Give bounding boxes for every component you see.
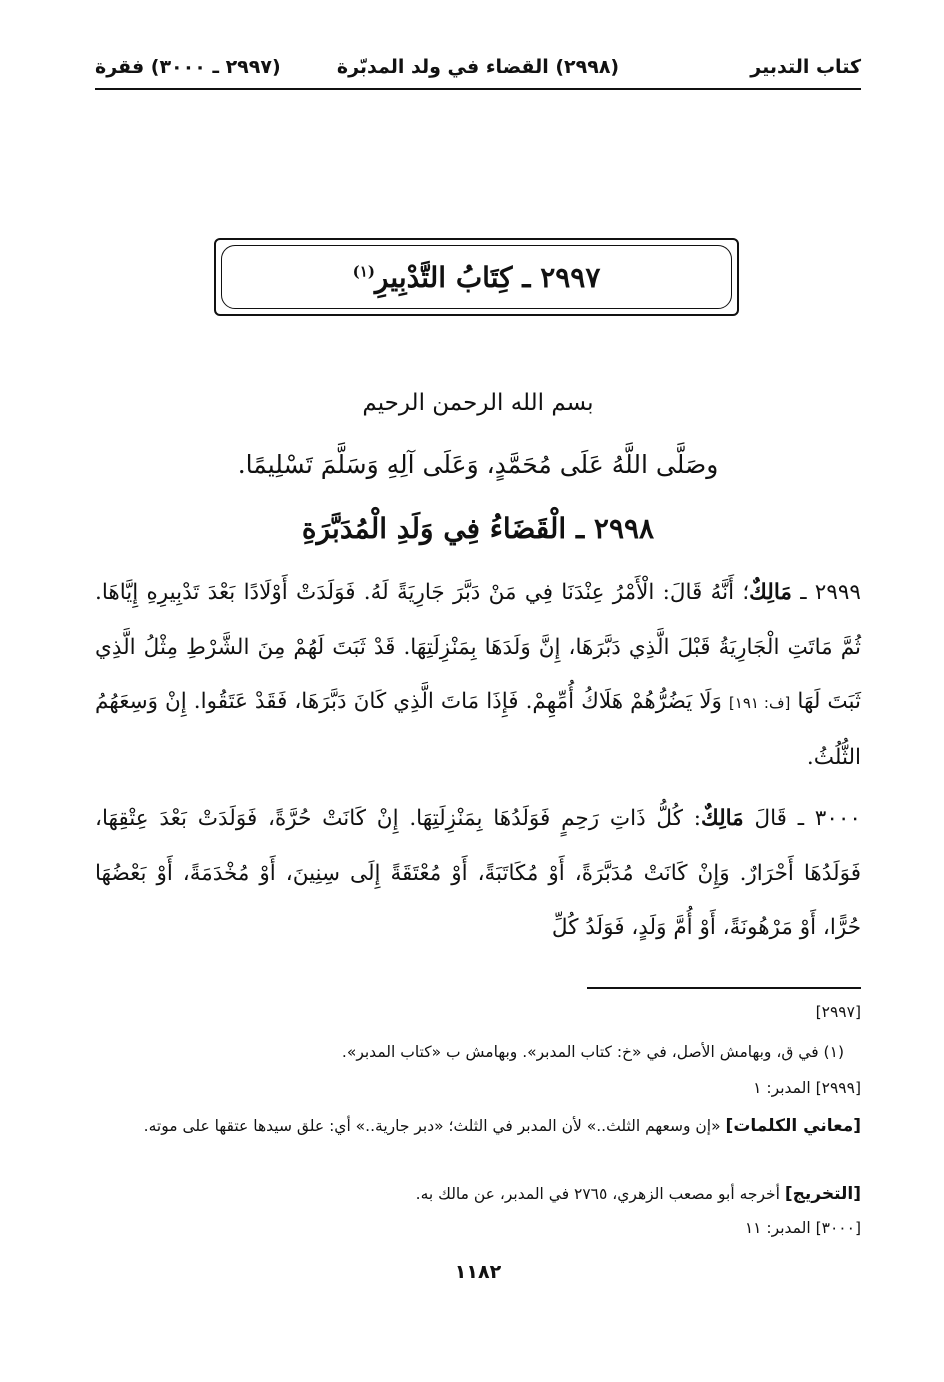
- paragraph-2999-text-a: ؛ أَنَّهُ قَالَ: الْأَمْرُ عِنْدَنَا فِي مَنْ دَبَّرَ جَارِيَةً لَهُ. فَوَلَدَتْ أَوْلَادًا بَعْدَ تَدْبِيرِهِ إِيَّاهَا. ثُمَّ مَاتَتِ الْجَارِيَةُ قَبْلَ الَّذِي دَبَّرَهَا، إِنَّ وَلَدَهَا بِمَنْزِلَتِهَا. قَدْ ثَبَتَ لَهُمْ مِنَ الشَّرْطِ مِثْلُ الَّذِي ثَبَتَ لَهَا: [95, 580, 862, 714]
- takhrij-text: أخرجه أبو مصعب الزهري، ٢٧٦٥ في المدبر، عن مالك به.: [415, 1185, 780, 1203]
- footnote-word-meanings: [95, 1110, 861, 1142]
- salutation-line: وصَلَّى اللَّهُ عَلَى مُحَمَّدٍ، وَعَلَى آلِهِ وَسَلَّمَ تَسْلِيمًا.: [237, 450, 719, 479]
- paragraph-2999-speaker: مَالِكٌ: [749, 580, 792, 605]
- footnote-separator: [587, 987, 861, 989]
- chapter-title-inner-frame: [221, 245, 732, 309]
- header-book-title: كتاب التدبير: [750, 56, 861, 78]
- takhrij-label: [التخريج]: [784, 1184, 861, 1204]
- paragraph-3000-speaker: مَالِكٌ: [700, 806, 744, 831]
- word-meanings-text: «إن وسعهم الثلث..» لأن المدبر في الثلث؛ «دبر جارية..» أي: علق سيدها عتقها على موته.: [143, 1117, 721, 1135]
- footnote-label-2999: [٢٩٩٩] المدبر: ١: [753, 1079, 861, 1097]
- footnote-takhrij: [95, 1178, 861, 1210]
- paragraph-2999-reference: [ف: ١٩١]: [728, 694, 791, 712]
- paragraph-2999-number: ٢٩٩٩ ـ: [800, 580, 861, 605]
- chapter-number: ٢٩٩٧ ـ: [522, 260, 601, 294]
- chapter-title: [353, 261, 601, 294]
- header-paragraph-range: (٢٩٩٧ ـ ٣٠٠٠) فقرة: [95, 56, 281, 78]
- chapter-name: كِتَابُ التَّدْبِيرِ: [374, 260, 513, 294]
- paragraph-2999: [95, 566, 861, 785]
- paragraph-3000-text: : كُلُّ ذَاتِ رَحِمٍ فَوَلَدُهَا بِمَنْزِلَتِهَا. إِنْ كَانَتْ حُرَّةً، فَوَلَدَتْ بَعْدَ عِتْقِهَا، فَوَلَدُهَا أَحْرَارٌ. وَإِنْ كَانَتْ مُدَبَّرَةً، أَوْ مُكَاتَبَةً، أَوْ مُعْتَقَةً إِلَى سِنِينَ، أَوْ مُخْدَمَةً، أَوْ بَعْضُهَا حُرًّا، أَوْ مَرْهُونَةً، أَوْ أُمَّ وَلَدٍ، فَوَلَدُ كُلِّ: [95, 806, 861, 940]
- chapter-footnote-ref[interactable]: (١): [352, 262, 375, 281]
- paragraph-2999-text-b: وَلَا يَضُرُّهُمْ هَلَاكُ أُمِّهِمْ. فَإِذَا مَاتَ الَّذِي كَانَ دَبَّرَهَا، فَقَدْ عَتَقُوا. إِنْ وَسِعَهُمُ الثُّلُثُ.: [95, 689, 861, 770]
- footnote-label-3000: [٣٠٠٠] المدبر: ١١: [744, 1219, 861, 1237]
- footnote-label-2997: [٢٩٩٧]: [815, 1003, 861, 1021]
- footnote-1: (١) في ق، وبهامش الأصل، في «خ: كتاب المدبر». وبهامش ب «كتاب المدبر».: [341, 1043, 844, 1061]
- section-heading: ٢٩٩٨ ـ الْقَضَاءُ فِي وَلَدِ الْمُدَبَّرَةِ: [301, 512, 655, 545]
- word-meanings-label: [معاني الكلمات]: [725, 1116, 861, 1136]
- basmala: بسم الله الرحمن الرحيم: [362, 390, 594, 416]
- chapter-title-frame: [214, 238, 739, 316]
- page-number: ١١٨٢: [454, 1261, 502, 1283]
- paragraph-3000-number: ٣٠٠٠ ـ قَالَ: [754, 806, 861, 831]
- paragraph-3000: [95, 792, 861, 956]
- running-header: [95, 52, 861, 90]
- header-chapter-title: (٢٩٩٨) القضاء في ولد المدبّرة: [336, 56, 620, 78]
